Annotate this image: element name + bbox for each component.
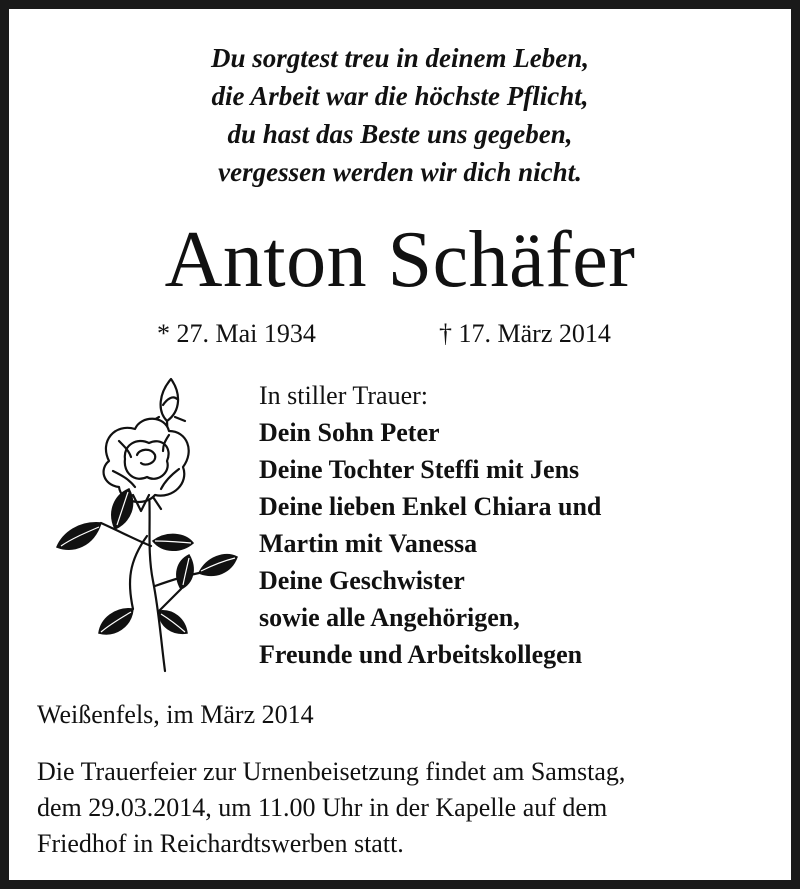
service-line: dem 29.03.2014, um 11.00 Uhr in der Kapelle auf dem [37,793,608,822]
mourner-line: Dein Sohn Peter [259,418,440,447]
place-date: Weißenfels, im März 2014 [37,700,314,729]
funeral-service-info [37,754,625,862]
mourner-line: Deine Geschwister [259,566,465,595]
verse-line: vergessen werden wir dich nicht. [218,157,582,187]
verse-line: du hast das Beste uns gegeben, [227,119,573,149]
mourner-line: sowie alle Angehörigen, [259,603,520,632]
mourner-line: Martin mit Vanessa [259,529,478,558]
mourner-line: Deine lieben Enkel Chiara und [259,492,602,521]
mourners-list [259,377,601,673]
birth-date: * 27. Mai 1934 [157,319,316,348]
death-date: † 17. März 2014 [439,319,611,348]
mourner-line: Freunde und Arbeitskollegen [259,640,583,669]
mourner-line: Deine Tochter Steffi mit Jens [259,455,580,484]
rose-illustration [49,371,239,676]
verse-line: Du sorgtest treu in deinem Leben, [210,43,589,73]
memorial-verse [9,39,791,191]
service-line: Die Trauerfeier zur Urnenbeisetzung findet am Samstag, [37,757,626,786]
deceased-name: Anton Schäfer [164,216,636,304]
service-line: Friedhof in Reichardtswerben statt. [37,829,404,858]
mourners-intro: In stiller Trauer: [259,381,428,410]
verse-line: die Arbeit war die höchste Pflicht, [211,81,589,111]
